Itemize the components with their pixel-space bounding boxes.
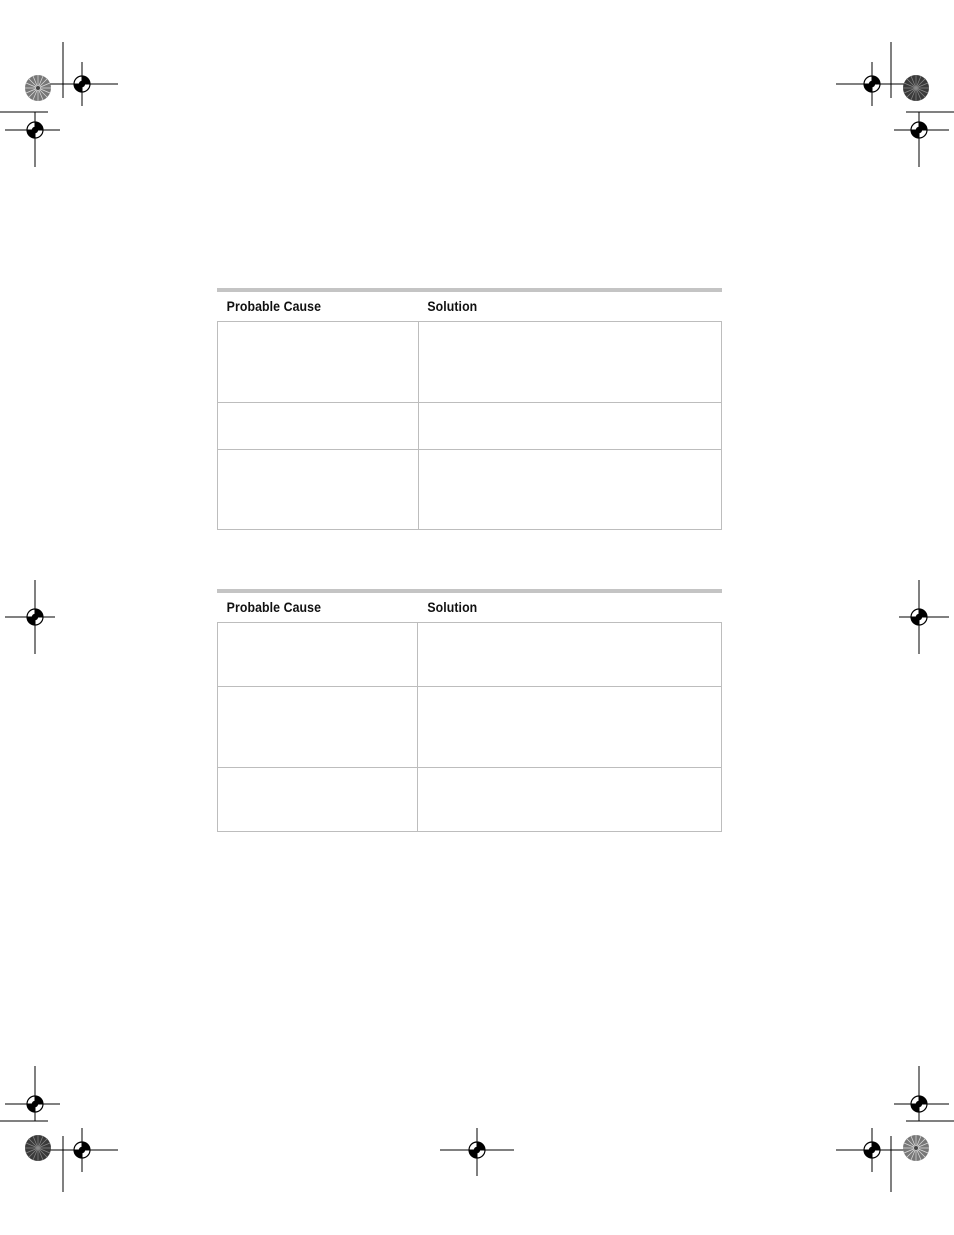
table-row (218, 322, 721, 402)
cause-cell (218, 623, 418, 686)
troubleshooting-table-1 (217, 288, 722, 530)
header-probable-cause: Probable Cause (226, 599, 322, 615)
table-body (217, 321, 722, 530)
header-probable-cause: Probable Cause (226, 298, 322, 314)
cause-cell (218, 450, 419, 529)
table-row (218, 449, 721, 529)
table-row (218, 686, 721, 767)
header-solution: Solution (427, 599, 478, 615)
table-row (218, 767, 721, 831)
color-wheel-icon (903, 1135, 929, 1161)
registration-target-icon (469, 1142, 485, 1158)
registration-target-icon (911, 122, 927, 138)
table-header (217, 292, 661, 320)
table-row (218, 623, 721, 686)
solution-cell (419, 450, 721, 529)
solution-cell (418, 768, 721, 831)
color-wheel-icon (25, 1135, 51, 1161)
table-row (218, 402, 721, 449)
header-solution: Solution (427, 298, 478, 314)
solution-cell (418, 623, 721, 686)
solution-cell (418, 687, 721, 767)
solution-cell (419, 322, 721, 402)
color-wheel-icon (25, 75, 51, 101)
registration-target-icon (27, 1096, 43, 1112)
cause-cell (218, 403, 419, 449)
registration-target-icon (74, 1142, 90, 1158)
registration-target-icon (911, 1096, 927, 1112)
registration-target-icon (864, 76, 880, 92)
cause-cell (218, 322, 419, 402)
registration-target-icon (27, 609, 43, 625)
troubleshooting-table-2 (217, 589, 722, 832)
table-header (217, 593, 661, 621)
cause-cell (218, 768, 418, 831)
cause-cell (218, 687, 418, 767)
registration-target-icon (864, 1142, 880, 1158)
color-wheel-icon (903, 75, 929, 101)
registration-target-icon (27, 122, 43, 138)
registration-target-icon (74, 76, 90, 92)
table-body (217, 622, 722, 832)
solution-cell (419, 403, 721, 449)
registration-target-icon (911, 609, 927, 625)
